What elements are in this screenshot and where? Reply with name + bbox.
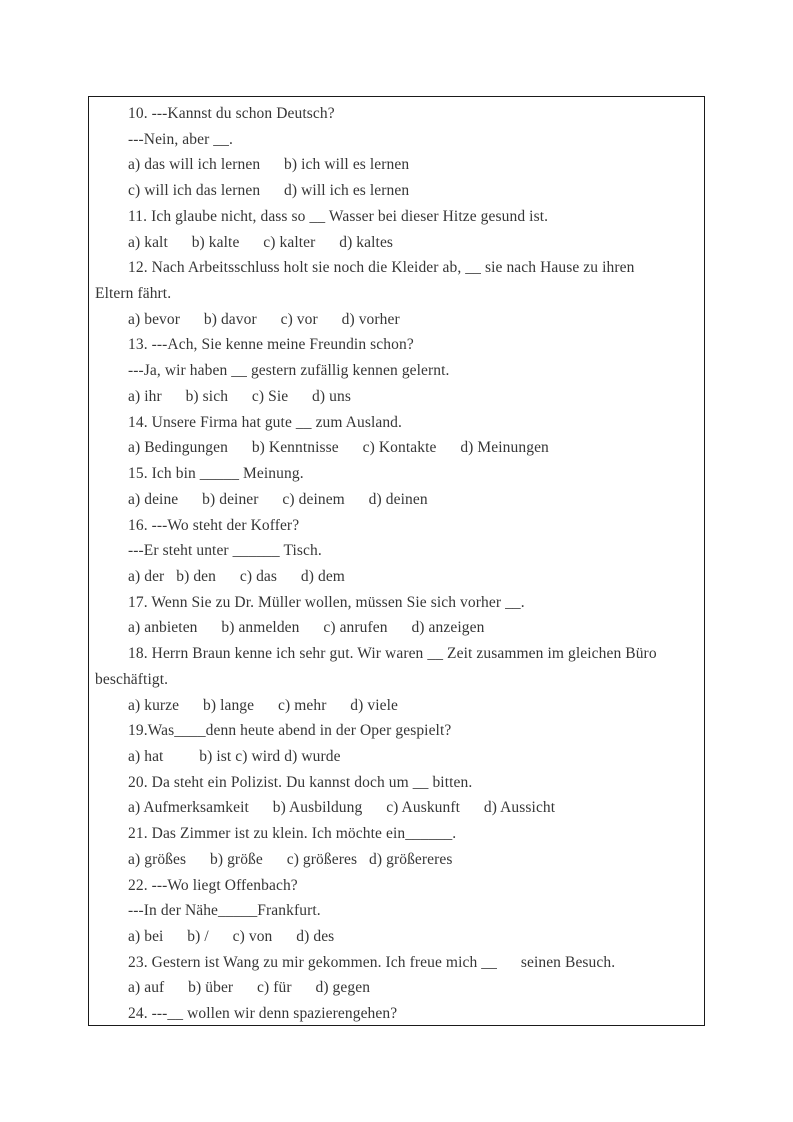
exam-line: a) größes b) größe c) größeres d) größereres — [128, 850, 453, 868]
exam-line: a) Aufmerksamkeit b) Ausbildung c) Auskunft d) Aussicht — [128, 799, 556, 817]
exam-line: a) das will ich lernen b) ich will es lernen — [128, 156, 410, 174]
exam-line: 24. ---__ wollen wir denn spazierengehen? — [128, 1005, 398, 1023]
exam-line: a) deine b) deiner c) deinem d) deinen — [128, 490, 428, 508]
exam-line: a) der b) den c) das d) dem — [128, 567, 345, 585]
exam-line: 10. ---Kannst du schon Deutsch? — [128, 105, 335, 122]
exam-line: 20. Da steht ein Polizist. Du kannst doch um __ bitten. — [128, 773, 473, 791]
exam-line: Eltern fährt. — [95, 285, 172, 303]
exam-line: a) auf b) über c) für d) gegen — [128, 979, 371, 997]
exam-line: 16. ---Wo steht der Koffer? — [128, 516, 300, 534]
exam-line: 12. Nach Arbeitsschluss holt sie noch die Kleider ab, __ sie nach Hause zu ihren — [128, 259, 635, 277]
exam-line: 14. Unsere Firma hat gute __ zum Ausland. — [128, 413, 403, 431]
exam-line: 18. Herrn Braun kenne ich sehr gut. Wir waren __ Zeit zusammen im gleichen Büro — [128, 645, 657, 663]
exam-line: 11. Ich glaube nicht, dass so __ Wasser bei dieser Hitze gesund ist. — [128, 207, 549, 225]
exam-line: 23. Gestern ist Wang zu mir gekommen. Ich freue mich __ seinen Besuch. — [128, 953, 616, 971]
exam-line: a) kurze b) lange c) mehr d) viele — [128, 696, 399, 714]
exam-line: ---Nein, aber __. — [128, 130, 233, 148]
exam-line: a) kalt b) kalte c) kalter d) kaltes — [128, 233, 394, 251]
exam-line: beschäftigt. — [95, 670, 169, 688]
exam-line: 19.Was____denn heute abend in der Oper gespielt? — [128, 722, 452, 740]
exam-line: 13. ---Ach, Sie kenne meine Freundin schon? — [128, 336, 414, 354]
exam-box — [88, 96, 705, 1026]
exam-line: a) ihr b) sich c) Sie d) uns — [128, 387, 351, 405]
exam-line: ---In der Nähe_____Frankfurt. — [128, 902, 321, 920]
exam-line: a) Bedingungen b) Kenntnisse c) Kontakte d) Meinungen — [128, 439, 549, 457]
exam-line: ---Ja, wir haben __ gestern zufällig kennen gelernt. — [128, 362, 450, 380]
exam-line: 22. ---Wo liegt Offenbach? — [128, 876, 298, 894]
exam-line: 17. Wenn Sie zu Dr. Müller wollen, müssen Sie sich vorher __. — [128, 593, 525, 611]
exam-line: a) anbieten b) anmelden c) anrufen d) anzeigen — [128, 619, 485, 637]
exam-line: a) bevor b) davor c) vor d) vorher — [128, 310, 400, 328]
exam-line: ---Er steht unter ______ Tisch. — [128, 542, 322, 560]
exam-line: 15. Ich bin _____ Meinung. — [128, 465, 304, 483]
exam-line: 21. Das Zimmer ist zu klein. Ich möchte ein______. — [128, 825, 457, 843]
exam-text — [95, 101, 698, 1027]
exam-line: c) will ich das lernen d) will ich es lernen — [128, 182, 410, 200]
exam-line: a) bei b) / c) von d) des — [128, 928, 335, 945]
exam-line: a) hat b) ist c) wird d) wurde — [128, 747, 341, 765]
